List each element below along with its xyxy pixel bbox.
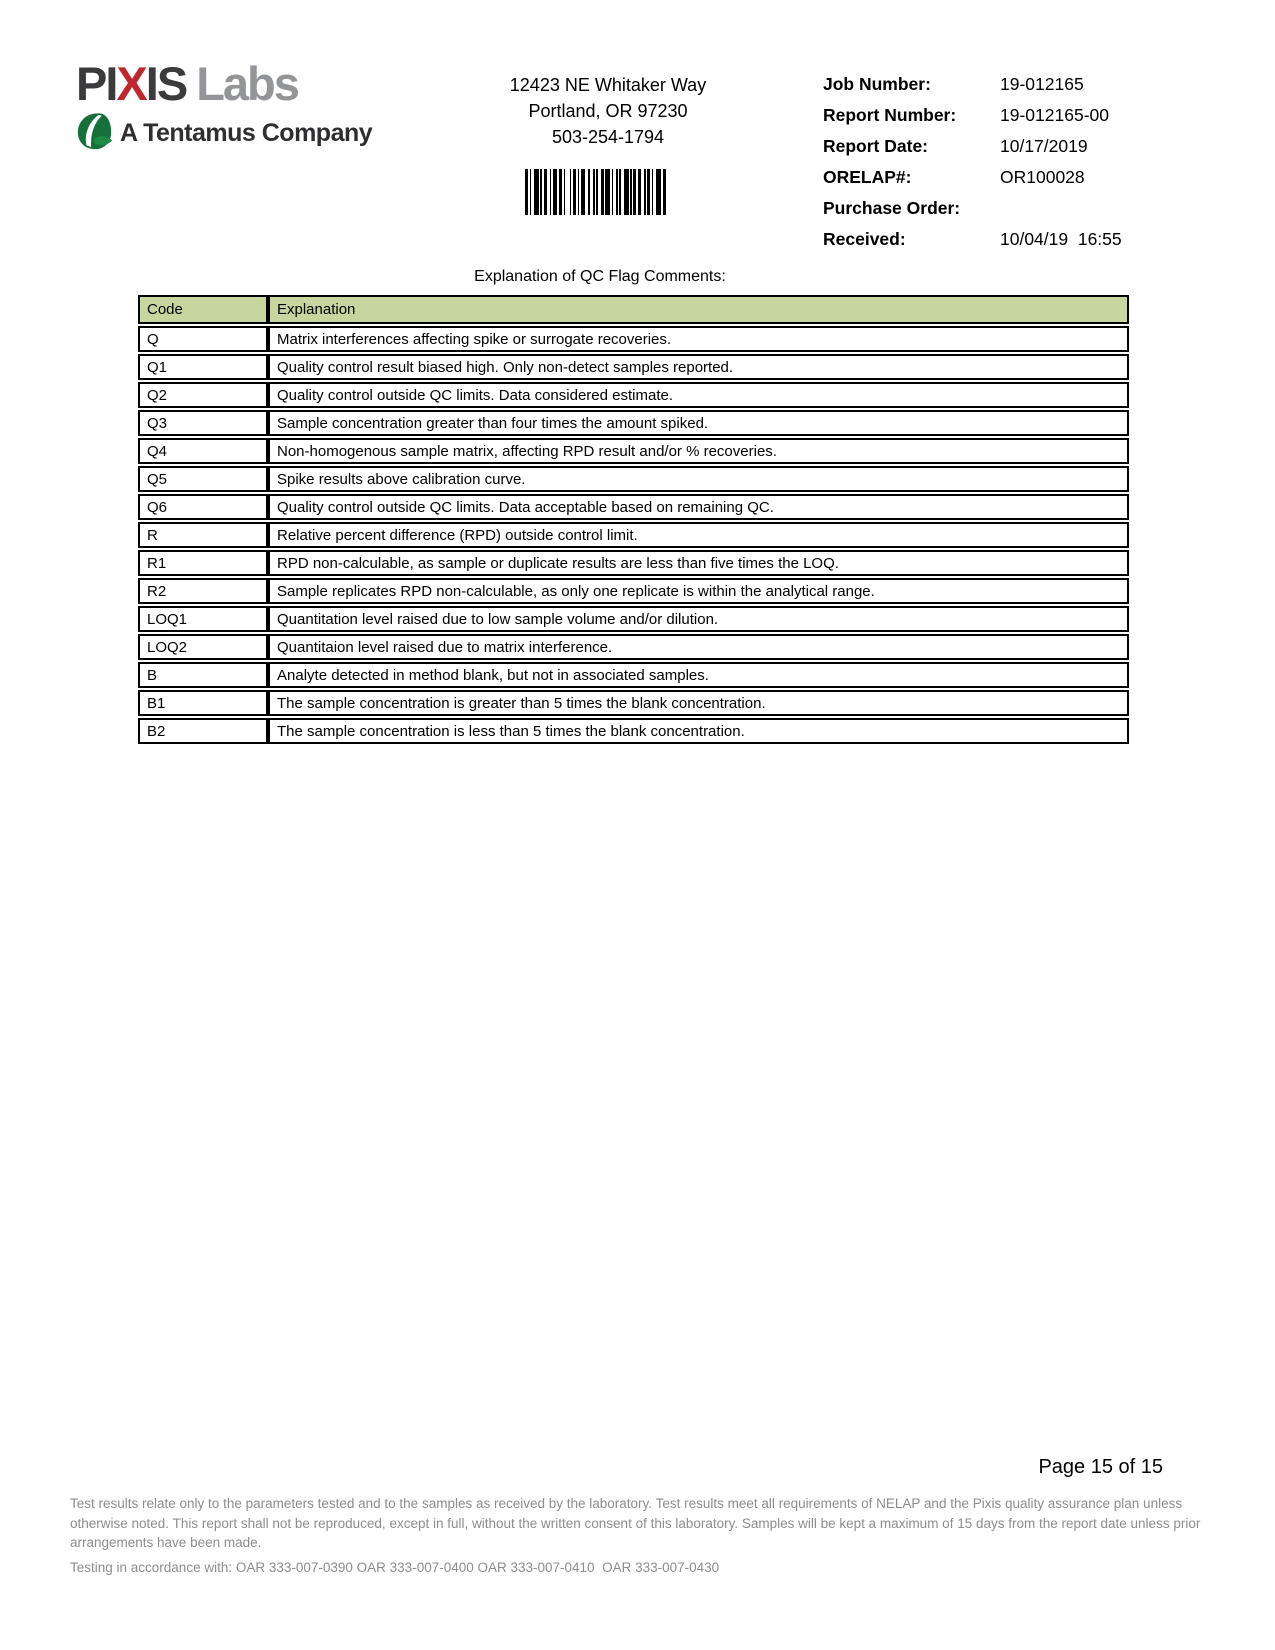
table-row [138,466,1129,492]
job-info-label: Report Number: [823,105,957,125]
footer-disclaimer: Test results relate only to the parameters tested and to the samples as received by the laboratory. Test results meet all requirements of NELAP and the Pixis quality assurance plan unless otherwise noted. This report shall not be reproduced, except in full, without the written consent of this laboratory. Samples will be kept a maximum of 15 days from the report date unless prior arrangements have been made. [70,1496,1201,1550]
code-cell: Q6 [138,494,268,520]
explanation-cell: Spike results above calibration curve. [268,466,1129,492]
job-info-row [823,167,1122,198]
explanation-cell: RPD non-calculable, as sample or duplicate results are less than five times the LOQ. [268,550,1129,576]
table-row [138,662,1129,688]
job-info-row [823,74,1122,105]
table-row [138,578,1129,604]
pixis-labs-logo [76,57,373,156]
tagline-text: A Tentamus Company [120,119,373,147]
job-info-value: 10/04/19 16:55 [1000,229,1122,249]
job-info-row [823,229,1122,260]
code-cell: Q5 [138,466,268,492]
lab-address [458,72,758,150]
leaf-icon [76,111,114,156]
page-number: Page 15 of 15 [1038,1456,1163,1478]
job-info-row [823,105,1122,136]
code-cell: R2 [138,578,268,604]
code-cell: Q [138,326,268,352]
table-row [138,382,1129,408]
job-info-label: Job Number: [823,74,931,94]
barcode [525,169,671,215]
job-info-value: OR100028 [1000,167,1085,187]
job-info-label: Purchase Order: [823,198,961,218]
address-line-2: Portland, OR 97230 [528,101,688,121]
job-info-value: 19-012165-00 [1000,105,1109,125]
explanation-cell: Quality control outside QC limits. Data acceptable based on remaining QC. [268,494,1129,520]
explanation-cell: The sample concentration is less than 5 times the blank concentration. [268,718,1129,744]
logo-text-x: X [116,57,146,110]
logo-text-pi: PI [76,57,117,110]
table-row [138,354,1129,380]
job-info-label: Received: [823,229,906,249]
job-info-row [823,136,1122,167]
logo-text-labs: Labs [196,57,298,110]
explanation-cell: The sample concentration is greater than 5 times the blank concentration. [268,690,1129,716]
table-row [138,606,1129,632]
explanation-cell: Analyte detected in method blank, but not in associated samples. [268,662,1129,688]
job-info-value: 19-012165 [1000,74,1084,94]
code-cell: B1 [138,690,268,716]
qc-flag-table [138,293,1129,746]
explanation-cell: Quality control result biased high. Only non-detect samples reported. [268,354,1129,380]
logo-wordmark [76,57,372,110]
job-info-label: ORELAP#: [823,167,912,187]
explanation-cell: Quantitaion level raised due to matrix interference. [268,634,1129,660]
logo-text-is: IS [145,57,187,110]
table-header-row [138,295,1129,324]
code-cell: Q3 [138,410,268,436]
code-cell: R [138,522,268,548]
job-info-block [823,74,1122,260]
explanation-cell: Non-homogenous sample matrix, affecting RPD result and/or % recoveries. [268,438,1129,464]
table-row [138,634,1129,660]
table-row [138,718,1129,744]
job-info-label: Report Date: [823,136,929,156]
table-row [138,690,1129,716]
address-line-3: 503-254-1794 [551,127,665,147]
table-row [138,522,1129,548]
explanation-cell: Quantitation level raised due to low sample volume and/or dilution. [268,606,1129,632]
footer-accordance: Testing in accordance with: OAR 333-007-0390 OAR 333-007-0400 OAR 333-007-0410 OAR 333-007-0430 [70,1560,720,1575]
table-row [138,494,1129,520]
address-line-1: 12423 NE Whitaker Way [509,75,707,95]
job-info-value: 10/17/2019 [1000,136,1088,156]
code-cell: B2 [138,718,268,744]
column-header-explanation: Explanation [268,295,1129,324]
code-cell: LOQ2 [138,634,268,660]
column-header-code: Code [138,295,268,324]
explanation-cell: Sample concentration greater than four times the amount spiked. [268,410,1129,436]
explanation-cell: Relative percent difference (RPD) outside control limit. [268,522,1129,548]
code-cell: Q1 [138,354,268,380]
explanation-cell: Quality control outside QC limits. Data considered estimate. [268,382,1129,408]
code-cell: R1 [138,550,268,576]
table-row [138,326,1129,352]
explanation-cell: Matrix interferences affecting spike or surrogate recoveries. [268,326,1129,352]
table-row [138,438,1129,464]
qc-table-title: Explanation of QC Flag Comments: [474,268,726,285]
code-cell: Q4 [138,438,268,464]
table-row [138,550,1129,576]
logo-tagline [76,111,372,156]
code-cell: LOQ1 [138,606,268,632]
explanation-cell: Sample replicates RPD non-calculable, as only one replicate is within the analytical range. [268,578,1129,604]
job-info-row [823,198,1122,229]
table-row [138,410,1129,436]
code-cell: B [138,662,268,688]
code-cell: Q2 [138,382,268,408]
